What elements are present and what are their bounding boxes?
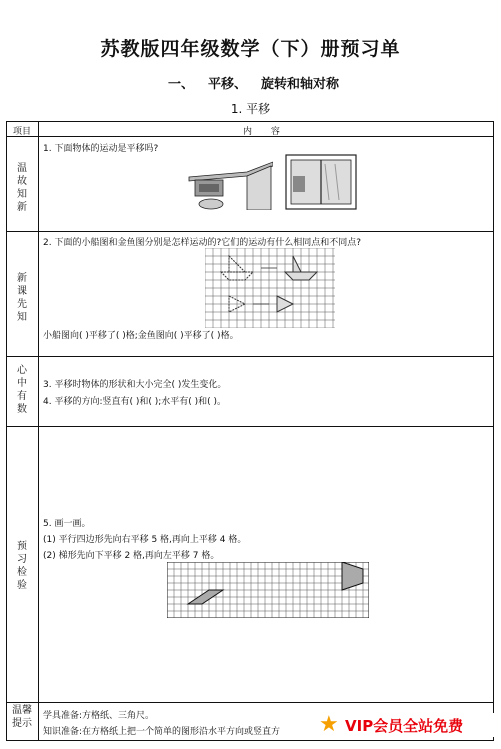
question-5: 5. 画一画。 <box>43 519 91 529</box>
tip-tools: 学具准备:方格纸、三角尺。 <box>43 711 155 721</box>
question-3: 3. 平移时物体的形状和大小完全( )发生变化。 <box>43 380 227 390</box>
row-label-new-lesson: 新课先知 <box>17 273 27 323</box>
question-4: 4. 平移的方向:竖直有( )和( );水平有( )和( )。 <box>43 397 227 407</box>
question-2: 2. 下面的小船图和金鱼图分别是怎样运动的?它们的运动有什么相同点和不同点? <box>43 238 362 248</box>
page-title: 苏教版四年级数学（下）册预习单 <box>100 38 401 60</box>
drawer-image <box>187 152 273 210</box>
lesson-title: 1. 平移 <box>230 102 271 116</box>
window-image <box>285 154 357 210</box>
section-subtitle: 一、 平移、 旋转和轴对称 <box>168 77 340 92</box>
row-label-review: 温故知新 <box>17 163 27 213</box>
row-label-check: 心中有数 <box>17 365 27 415</box>
tip-knowledge: 知识准备:在方格纸上把一个简单的图形沿水平方向或竖直方 <box>43 727 281 737</box>
worksheet-table <box>6 121 494 741</box>
question-5b: (2) 梯形先向下平移 2 格,再向左平移 7 格。 <box>43 551 220 561</box>
header-item: 项目 <box>13 127 32 137</box>
question-1: 1. 下面物体的运动是平移吗? <box>43 144 159 154</box>
row-label-tips: 温馨提示 <box>12 705 32 729</box>
star-icon: ★ <box>319 712 339 737</box>
vip-watermark: ★ VIP会员全站免费 <box>317 713 497 737</box>
header-content: 内 容 <box>243 127 288 137</box>
boat-fish-grid <box>205 248 335 328</box>
row-label-preview-test: 预习检验 <box>17 541 27 591</box>
drawing-grid[interactable] <box>167 562 369 618</box>
fill-in-boat-fish: 小船图向( )平移了( )格;金鱼图向( )平移了( )格。 <box>43 331 239 341</box>
question-5a: (1) 平行四边形先向右平移 5 格,再向上平移 4 格。 <box>43 535 247 545</box>
